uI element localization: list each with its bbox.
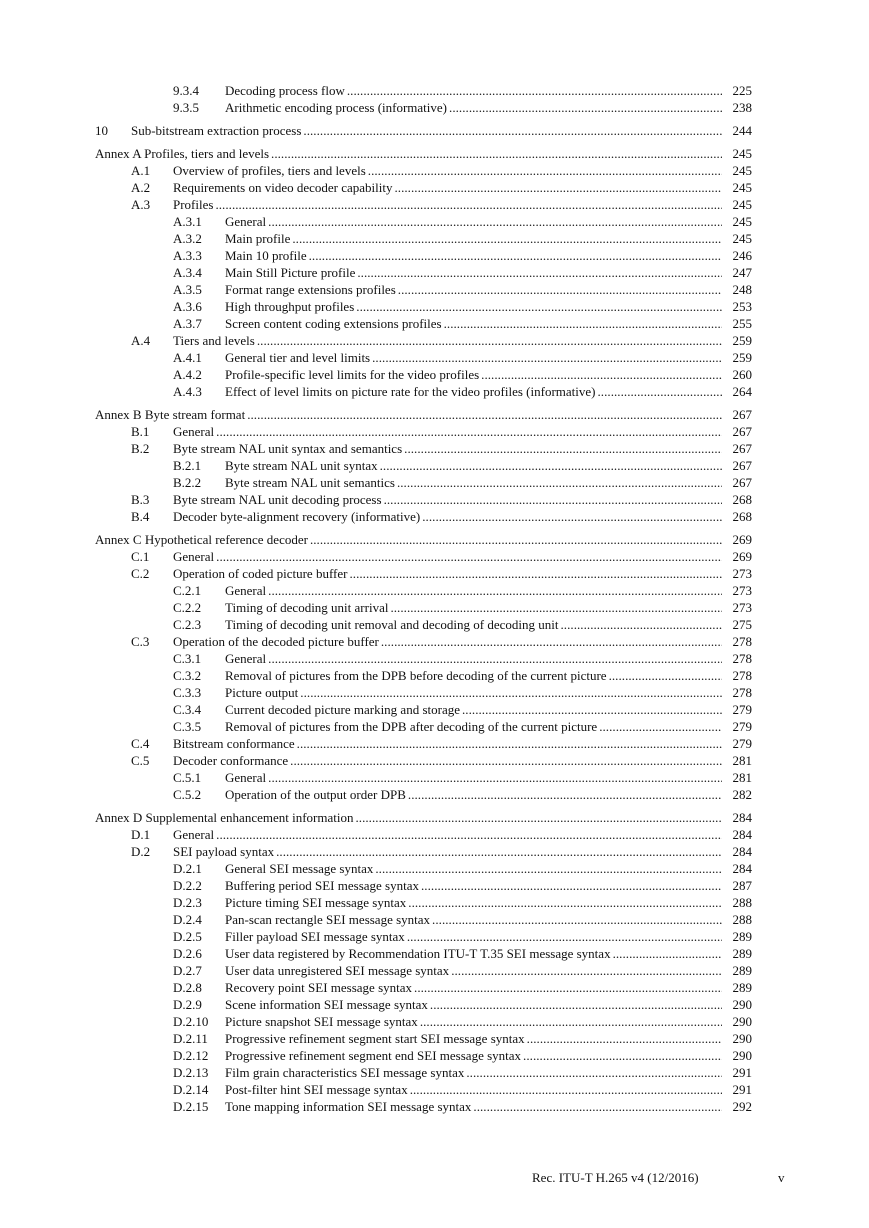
toc-entry-title: User data registered by Recommendation ITU-T T.35 SEI message syntax — [225, 946, 611, 961]
toc-entry-title: Current decoded picture marking and storage — [225, 702, 460, 717]
toc-entry-page: 273 — [722, 565, 752, 582]
toc-entry-title-leader — [225, 474, 729, 491]
toc-entry-title-leader — [173, 633, 729, 650]
toc-entry-title: Post-filter hint SEI message syntax — [225, 1082, 408, 1097]
toc-entry-number: D.2.5 — [173, 929, 202, 944]
toc-entry[interactable] — [0, 508, 869, 525]
toc-entry-title-leader — [225, 786, 729, 803]
toc-entry-title: Timing of decoding unit removal and decoding of decoding unit — [225, 617, 559, 632]
toc-entry-title: Operation of the decoded picture buffer — [173, 634, 379, 649]
toc-entry[interactable] — [0, 122, 869, 139]
toc-entry-number: C.3.4 — [173, 702, 202, 717]
toc-entry-title-leader — [173, 565, 729, 582]
toc-entry-number: B.2 — [131, 441, 150, 456]
toc-entry-number: C.4 — [131, 736, 150, 751]
toc-entry[interactable] — [0, 996, 869, 1013]
toc-entry-number: C.3.3 — [173, 685, 202, 700]
toc-entry-number: A.3.5 — [173, 282, 202, 297]
toc-entry[interactable] — [0, 531, 869, 548]
toc-entry-title: Operation of coded picture buffer — [173, 566, 348, 581]
toc-entry-page: 288 — [722, 894, 752, 911]
toc-entry-number: C.3.5 — [173, 719, 202, 734]
toc-entry[interactable] — [0, 264, 869, 281]
toc-entry-title: Film grain characteristics SEI message syntax — [225, 1065, 465, 1080]
toc-entry[interactable] — [0, 1013, 869, 1030]
toc-entry[interactable] — [0, 599, 869, 616]
toc-entry-title-leader — [225, 298, 729, 315]
toc-entry-title: Main profile — [225, 231, 291, 246]
toc-entry-page: 247 — [722, 264, 752, 281]
toc-entry-page: 290 — [722, 1047, 752, 1064]
toc-entry-title-leader — [225, 616, 729, 633]
toc-entry-page: 264 — [722, 383, 752, 400]
toc-entry-title-leader — [225, 911, 729, 928]
toc-entry[interactable] — [0, 406, 869, 423]
toc-entry-title-leader — [95, 531, 729, 548]
toc-entry-title: Progressive refinement segment end SEI message syntax — [225, 1048, 522, 1063]
toc-entry-title-leader — [131, 122, 729, 139]
toc-entry-title-leader — [173, 491, 729, 508]
toc-entry-title: Main Still Picture profile — [225, 265, 356, 280]
toc-entry-title: Annex C Hypothetical reference decoder — [95, 532, 308, 547]
toc-entry-title: Picture snapshot SEI message syntax — [225, 1014, 418, 1029]
toc-entry-page: 245 — [722, 145, 752, 162]
toc-entry-title-leader — [225, 457, 729, 474]
toc-entry-title-leader — [225, 667, 729, 684]
toc-entry-number: D.2 — [131, 844, 151, 859]
toc-entry-number: C.2.3 — [173, 617, 202, 632]
toc-entry-page: 284 — [722, 843, 752, 860]
toc-entry-title: General — [225, 214, 267, 229]
toc-entry-title-leader — [225, 945, 729, 962]
toc-entry-title: Recovery point SEI message syntax — [225, 980, 413, 995]
toc-entry-page: 279 — [722, 735, 752, 752]
toc-entry[interactable] — [0, 440, 869, 457]
toc-entry-number: A.3.1 — [173, 214, 202, 229]
toc-entry-number: B.2.2 — [173, 475, 202, 490]
toc-entry[interactable] — [0, 162, 869, 179]
toc-entry-number: D.2.8 — [173, 980, 202, 995]
toc-entry[interactable] — [0, 616, 869, 633]
toc-entry-number: B.3 — [131, 492, 150, 507]
toc-entry-title-leader — [95, 145, 729, 162]
toc-entry[interactable] — [0, 383, 869, 400]
toc-entry-title: General — [173, 549, 215, 564]
toc-entry[interactable] — [0, 769, 869, 786]
toc-entry-title: Timing of decoding unit arrival — [225, 600, 389, 615]
toc-entry-title-leader — [173, 752, 729, 769]
toc-entry-title-leader — [95, 809, 729, 826]
toc-entry-page: 268 — [722, 491, 752, 508]
toc-entry-title-leader — [173, 423, 729, 440]
toc-entry-title: General — [225, 651, 267, 666]
toc-entry-page: 245 — [722, 196, 752, 213]
toc-entry-title-leader — [225, 1030, 729, 1047]
toc-entry-page: 267 — [722, 474, 752, 491]
toc-entry-page: 289 — [722, 962, 752, 979]
toc-entry[interactable] — [0, 1081, 869, 1098]
toc-entry-number: A.2 — [131, 180, 151, 195]
toc-entry[interactable] — [0, 945, 869, 962]
toc-entry-page: 238 — [722, 99, 752, 116]
toc-entry-title-leader — [225, 99, 729, 116]
toc-entry-title-leader — [225, 1064, 729, 1081]
toc-entry-title-leader — [225, 264, 729, 281]
toc-entry-number: D.2.4 — [173, 912, 202, 927]
toc-entry[interactable] — [0, 786, 869, 803]
footer-recommendation: Rec. ITU-T H.265 v4 (12/2016) — [532, 1170, 699, 1185]
toc-entry[interactable] — [0, 633, 869, 650]
toc-entry[interactable] — [0, 1098, 869, 1115]
toc-entry[interactable] — [0, 684, 869, 701]
toc-entry-number: A.4 — [131, 333, 151, 348]
toc-entry-page: 282 — [722, 786, 752, 803]
toc-entry[interactable] — [0, 928, 869, 945]
toc-entry-title: Removal of pictures from the DPB after decoding of the current picture — [225, 719, 598, 734]
toc-entry-number: C.2.2 — [173, 600, 202, 615]
toc-entry-title-leader — [225, 894, 729, 911]
toc-entry-page: 281 — [722, 752, 752, 769]
toc-entry-number: 10 — [95, 123, 108, 138]
toc-entry-title: Overview of profiles, tiers and levels — [173, 163, 366, 178]
toc-entry-page: 284 — [722, 809, 752, 826]
toc-entry-title: Effect of level limits on picture rate for the video profiles (informative) — [225, 384, 596, 399]
toc-entry-number: A.3.4 — [173, 265, 202, 280]
toc-entry-number: A.3.2 — [173, 231, 202, 246]
toc-entry-title-leader — [225, 860, 729, 877]
toc-entry-title-leader — [225, 877, 729, 894]
toc-entry[interactable] — [0, 247, 869, 264]
toc-entry-number: C.1 — [131, 549, 150, 564]
toc-entry-title: Progressive refinement segment start SEI message syntax — [225, 1031, 525, 1046]
toc-entry[interactable] — [0, 860, 869, 877]
toc-entry-number: B.4 — [131, 509, 150, 524]
toc-entry-page: 292 — [722, 1098, 752, 1115]
toc-entry-page: 253 — [722, 298, 752, 315]
toc-entry-title-leader — [225, 230, 729, 247]
toc-entry-title-leader — [95, 406, 729, 423]
footer-page-number: v — [778, 1170, 785, 1185]
toc-entry-title: Profiles — [173, 197, 214, 212]
toc-entry[interactable] — [0, 877, 869, 894]
toc-entry-title: Sub-bitstream extraction process — [131, 123, 302, 138]
toc-entry-title: Byte stream NAL unit syntax and semantics — [173, 441, 403, 456]
toc-entry-page: 245 — [722, 230, 752, 247]
toc-entry[interactable] — [0, 752, 869, 769]
toc-entry-number: A.3 — [131, 197, 151, 212]
toc-entry-title: General — [225, 583, 267, 598]
toc-entry-title-leader — [225, 383, 729, 400]
toc-entry[interactable] — [0, 826, 869, 843]
toc-entry[interactable] — [0, 962, 869, 979]
toc-entry-number: C.5.2 — [173, 787, 202, 802]
toc-entry[interactable] — [0, 179, 869, 196]
table-of-contents — [0, 82, 869, 1115]
toc-entry-title: Byte stream NAL unit syntax — [225, 458, 378, 473]
toc-entry-page: 268 — [722, 508, 752, 525]
toc-entry-title-leader — [173, 508, 729, 525]
toc-entry-number: A.4.3 — [173, 384, 202, 399]
toc-entry-number: 9.3.4 — [173, 83, 199, 98]
toc-entry-title: Main 10 profile — [225, 248, 307, 263]
toc-entry-page: 267 — [722, 423, 752, 440]
toc-entry-title-leader — [225, 684, 729, 701]
toc-entry-page: 281 — [722, 769, 752, 786]
toc-entry-number: D.1 — [131, 827, 151, 842]
toc-entry-number: D.2.3 — [173, 895, 202, 910]
toc-entry-number: A.3.7 — [173, 316, 202, 331]
toc-entry[interactable] — [0, 894, 869, 911]
toc-entry[interactable] — [0, 145, 869, 162]
toc-entry-number: A.3.3 — [173, 248, 202, 263]
toc-entry-page: 273 — [722, 582, 752, 599]
toc-entry-title: Annex D Supplemental enhancement information — [95, 810, 354, 825]
toc-entry-page: 290 — [722, 1013, 752, 1030]
toc-entry-title-leader — [225, 1081, 729, 1098]
toc-entry[interactable] — [0, 315, 869, 332]
toc-entry-number: D.2.6 — [173, 946, 202, 961]
toc-entry[interactable] — [0, 491, 869, 508]
toc-entry-page: 269 — [722, 531, 752, 548]
toc-entry-page: 246 — [722, 247, 752, 264]
toc-entry-title: Scene information SEI message syntax — [225, 997, 428, 1012]
toc-entry[interactable] — [0, 349, 869, 366]
toc-entry-title-leader — [225, 281, 729, 298]
toc-entry-page: 278 — [722, 633, 752, 650]
toc-entry-number: D.2.9 — [173, 997, 202, 1012]
toc-entry-page: 273 — [722, 599, 752, 616]
toc-entry-number: 9.3.5 — [173, 100, 199, 115]
toc-entry-title-leader — [225, 599, 729, 616]
toc-entry-title: Tone mapping information SEI message syntax — [225, 1099, 472, 1114]
toc-entry-number: D.2.2 — [173, 878, 202, 893]
toc-entry-title: General — [173, 424, 215, 439]
toc-entry-page: 289 — [722, 928, 752, 945]
toc-entry-title: High throughput profiles — [225, 299, 355, 314]
toc-entry-title-leader — [225, 82, 729, 99]
toc-entry-title-leader — [225, 979, 729, 996]
toc-entry-title-leader — [225, 701, 729, 718]
toc-entry[interactable] — [0, 213, 869, 230]
toc-entry[interactable] — [0, 582, 869, 599]
toc-entry-page: 267 — [722, 457, 752, 474]
toc-entry-page: 259 — [722, 349, 752, 366]
toc-entry-number: B.2.1 — [173, 458, 202, 473]
toc-entry[interactable] — [0, 735, 869, 752]
toc-entry-title-leader — [173, 843, 729, 860]
toc-entry-number: D.2.11 — [173, 1031, 208, 1046]
toc-entry-title: General SEI message syntax — [225, 861, 374, 876]
toc-entry[interactable] — [0, 718, 869, 735]
toc-entry-number: D.2.7 — [173, 963, 202, 978]
toc-entry-title-leader — [173, 332, 729, 349]
toc-entry-page: 259 — [722, 332, 752, 349]
toc-entry-page: 287 — [722, 877, 752, 894]
toc-entry-title: Decoder conformance — [173, 753, 289, 768]
toc-entry-number: D.2.15 — [173, 1099, 209, 1114]
toc-entry[interactable] — [0, 332, 869, 349]
toc-entry-title-leader — [173, 440, 729, 457]
toc-entry-number: C.5.1 — [173, 770, 202, 785]
toc-entry-title-leader — [225, 996, 729, 1013]
toc-entry-number: A.1 — [131, 163, 151, 178]
toc-entry-page: 244 — [722, 122, 752, 139]
toc-entry[interactable] — [0, 281, 869, 298]
toc-entry-page: 245 — [722, 213, 752, 230]
toc-entry-title-leader — [225, 962, 729, 979]
toc-entry-title: User data unregistered SEI message syntax — [225, 963, 450, 978]
toc-entry-page: 260 — [722, 366, 752, 383]
toc-entry[interactable] — [0, 1064, 869, 1081]
toc-entry-number: D.2.12 — [173, 1048, 209, 1063]
toc-entry[interactable] — [0, 298, 869, 315]
toc-entry[interactable] — [0, 1030, 869, 1047]
toc-entry-title: Buffering period SEI message syntax — [225, 878, 419, 893]
toc-entry-number: C.2 — [131, 566, 150, 581]
toc-entry-page: 290 — [722, 1030, 752, 1047]
toc-entry-title-leader — [225, 247, 729, 264]
toc-entry[interactable] — [0, 82, 869, 99]
toc-entry-title-leader — [225, 650, 729, 667]
toc-entry-page: 269 — [722, 548, 752, 565]
toc-entry-page: 291 — [722, 1064, 752, 1081]
toc-entry-title: Decoding process flow — [225, 83, 345, 98]
toc-entry-title: Arithmetic encoding process (informative) — [225, 100, 448, 115]
toc-entry[interactable] — [0, 196, 869, 213]
toc-entry[interactable] — [0, 99, 869, 116]
toc-entry-number: D.2.14 — [173, 1082, 209, 1097]
toc-entry-page: 255 — [722, 315, 752, 332]
toc-entry-title: Byte stream NAL unit decoding process — [173, 492, 382, 507]
toc-entry-page: 267 — [722, 406, 752, 423]
toc-entry-title-leader — [225, 1013, 729, 1030]
toc-entry-title: Pan-scan rectangle SEI message syntax — [225, 912, 431, 927]
toc-entry-title: General tier and level limits — [225, 350, 371, 365]
toc-entry-title-leader — [225, 582, 729, 599]
toc-entry-title: Tiers and levels — [173, 333, 255, 348]
toc-entry-title: Format range extensions profiles — [225, 282, 396, 297]
toc-entry-title: General — [173, 827, 215, 842]
toc-entry-page: 278 — [722, 684, 752, 701]
toc-entry[interactable] — [0, 230, 869, 247]
toc-entry-title-leader — [173, 826, 729, 843]
toc-entry-title: Filler payload SEI message syntax — [225, 929, 405, 944]
toc-entry[interactable] — [0, 701, 869, 718]
toc-entry-number: D.2.10 — [173, 1014, 209, 1029]
toc-entry-title-leader — [173, 735, 729, 752]
toc-entry-page: 288 — [722, 911, 752, 928]
toc-entry-number: C.3.2 — [173, 668, 202, 683]
toc-entry-title: Profile-specific level limits for the video profiles — [225, 367, 480, 382]
toc-entry-title: Picture timing SEI message syntax — [225, 895, 407, 910]
toc-entry-number: D.2.13 — [173, 1065, 209, 1080]
toc-entry-title-leader — [225, 718, 729, 735]
toc-entry[interactable] — [0, 474, 869, 491]
toc-entry-number: D.2.1 — [173, 861, 202, 876]
toc-entry-title-leader — [225, 315, 729, 332]
toc-entry-title-leader — [225, 769, 729, 786]
toc-entry-title-leader — [225, 366, 729, 383]
toc-entry-title: Annex A Profiles, tiers and levels — [95, 146, 270, 161]
toc-entry[interactable] — [0, 650, 869, 667]
toc-entry[interactable] — [0, 809, 869, 826]
toc-entry-page: 284 — [722, 826, 752, 843]
toc-entry-number: C.3.1 — [173, 651, 202, 666]
toc-entry[interactable] — [0, 979, 869, 996]
toc-entry-title: SEI payload syntax — [173, 844, 275, 859]
toc-entry-title-leader — [173, 196, 729, 213]
toc-entry-number: C.3 — [131, 634, 150, 649]
toc-entry-number: C.2.1 — [173, 583, 202, 598]
toc-entry-number: A.4.1 — [173, 350, 202, 365]
toc-entry[interactable] — [0, 366, 869, 383]
toc-entry-number: C.5 — [131, 753, 150, 768]
toc-entry[interactable] — [0, 457, 869, 474]
toc-entry-title-leader — [225, 349, 729, 366]
toc-entry-page: 248 — [722, 281, 752, 298]
toc-entry-page: 279 — [722, 701, 752, 718]
toc-entry-title-leader — [173, 179, 729, 196]
toc-entry-title: General — [225, 770, 267, 785]
toc-entry-title: Bitstream conformance — [173, 736, 295, 751]
toc-entry-title: Decoder byte-alignment recovery (informative) — [173, 509, 421, 524]
toc-entry-title: Operation of the output order DPB — [225, 787, 406, 802]
toc-entry-page: 275 — [722, 616, 752, 633]
toc-entry-title: Annex B Byte stream format — [95, 407, 246, 422]
toc-entry-page: 267 — [722, 440, 752, 457]
toc-entry-page: 279 — [722, 718, 752, 735]
toc-entry-number: A.3.6 — [173, 299, 202, 314]
toc-entry-title: Picture output — [225, 685, 299, 700]
toc-entry-title-leader — [225, 213, 729, 230]
toc-entry[interactable] — [0, 548, 869, 565]
toc-entry[interactable] — [0, 667, 869, 684]
toc-entry[interactable] — [0, 843, 869, 860]
toc-entry[interactable] — [0, 565, 869, 582]
toc-entry-title: Requirements on video decoder capability — [173, 180, 393, 195]
toc-entry-title-leader — [225, 1047, 729, 1064]
toc-entry-page: 278 — [722, 667, 752, 684]
toc-entry-title-leader — [225, 928, 729, 945]
toc-entry-page: 225 — [722, 82, 752, 99]
toc-entry-title-leader — [225, 1098, 729, 1115]
toc-entry-page: 278 — [722, 650, 752, 667]
toc-entry-page: 289 — [722, 945, 752, 962]
toc-entry-page: 291 — [722, 1081, 752, 1098]
toc-entry-page: 289 — [722, 979, 752, 996]
toc-entry-page: 290 — [722, 996, 752, 1013]
toc-entry-page: 245 — [722, 179, 752, 196]
toc-entry-title: Screen content coding extensions profiles — [225, 316, 442, 331]
toc-entry-page: 284 — [722, 860, 752, 877]
toc-entry[interactable] — [0, 1047, 869, 1064]
toc-entry[interactable] — [0, 423, 869, 440]
toc-entry[interactable] — [0, 911, 869, 928]
toc-entry-title: Byte stream NAL unit semantics — [225, 475, 395, 490]
toc-entry-number: A.4.2 — [173, 367, 202, 382]
toc-entry-title: Removal of pictures from the DPB before decoding of the current picture — [225, 668, 607, 683]
toc-entry-title-leader — [173, 548, 729, 565]
toc-entry-number: B.1 — [131, 424, 150, 439]
toc-entry-title-leader — [173, 162, 729, 179]
toc-entry-page: 245 — [722, 162, 752, 179]
